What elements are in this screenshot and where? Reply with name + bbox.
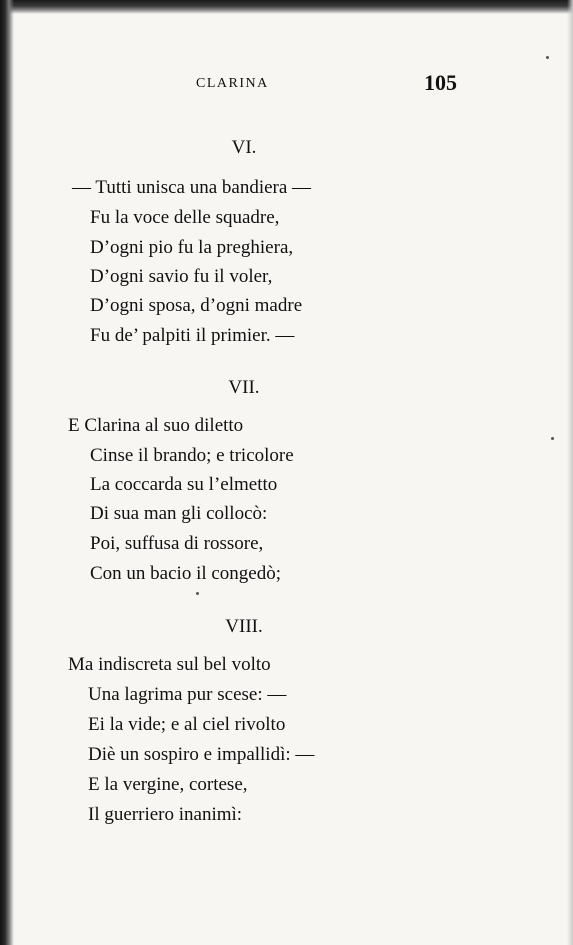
verse-line: Poi, suffusa di rossore, — [90, 533, 264, 554]
verse-line: E Clarina al suo diletto — [68, 415, 244, 436]
page-number: 105 — [424, 70, 457, 95]
verse-line: Ei la vide; e al ciel rivolto — [88, 714, 286, 735]
verse-line: D’ogni savio fu il voler, — [90, 266, 273, 287]
verse-line: D’ogni pio fu la preghiera, — [90, 237, 294, 258]
stanza-number-8: VIII. — [225, 616, 263, 637]
verse-line: E la vergine, cortese, — [88, 774, 248, 795]
scan-speck — [551, 437, 554, 440]
verse-line: Ma indiscreta sul bel volto — [68, 654, 271, 675]
verse-line: Il guerriero inanimì: — [88, 804, 243, 825]
verse-line: Diè un sospiro e impallidì: — — [88, 744, 315, 765]
verse-line: Fu la voce delle squadre, — [90, 207, 280, 228]
page-header — [0, 70, 573, 100]
running-title: CLARINA — [196, 76, 269, 91]
stanza-number-7: VII. — [228, 377, 260, 398]
scan-edge-right — [567, 0, 573, 945]
verse-line: Cinse il brando; e tricolore — [90, 445, 294, 466]
verse-line: D’ogni sposa, d’ogni madre — [90, 295, 303, 316]
verse-line: La coccarda su l’elmetto — [90, 474, 278, 495]
stanza-number-6: VI. — [231, 137, 257, 158]
verse-line: — Tutti unisca una bandiera — — [72, 177, 312, 198]
scan-speck — [546, 56, 549, 59]
verse-line: Di sua man gli collocò: — [90, 503, 268, 524]
scan-speck — [196, 592, 199, 595]
verse-line: Con un bacio il congedò; — [90, 563, 282, 584]
verse-line: Una lagrima pur scese: — — [88, 684, 287, 705]
verse-line: Fu de’ palpiti il primier. — — [90, 325, 295, 346]
scan-edge-top — [0, 0, 573, 14]
